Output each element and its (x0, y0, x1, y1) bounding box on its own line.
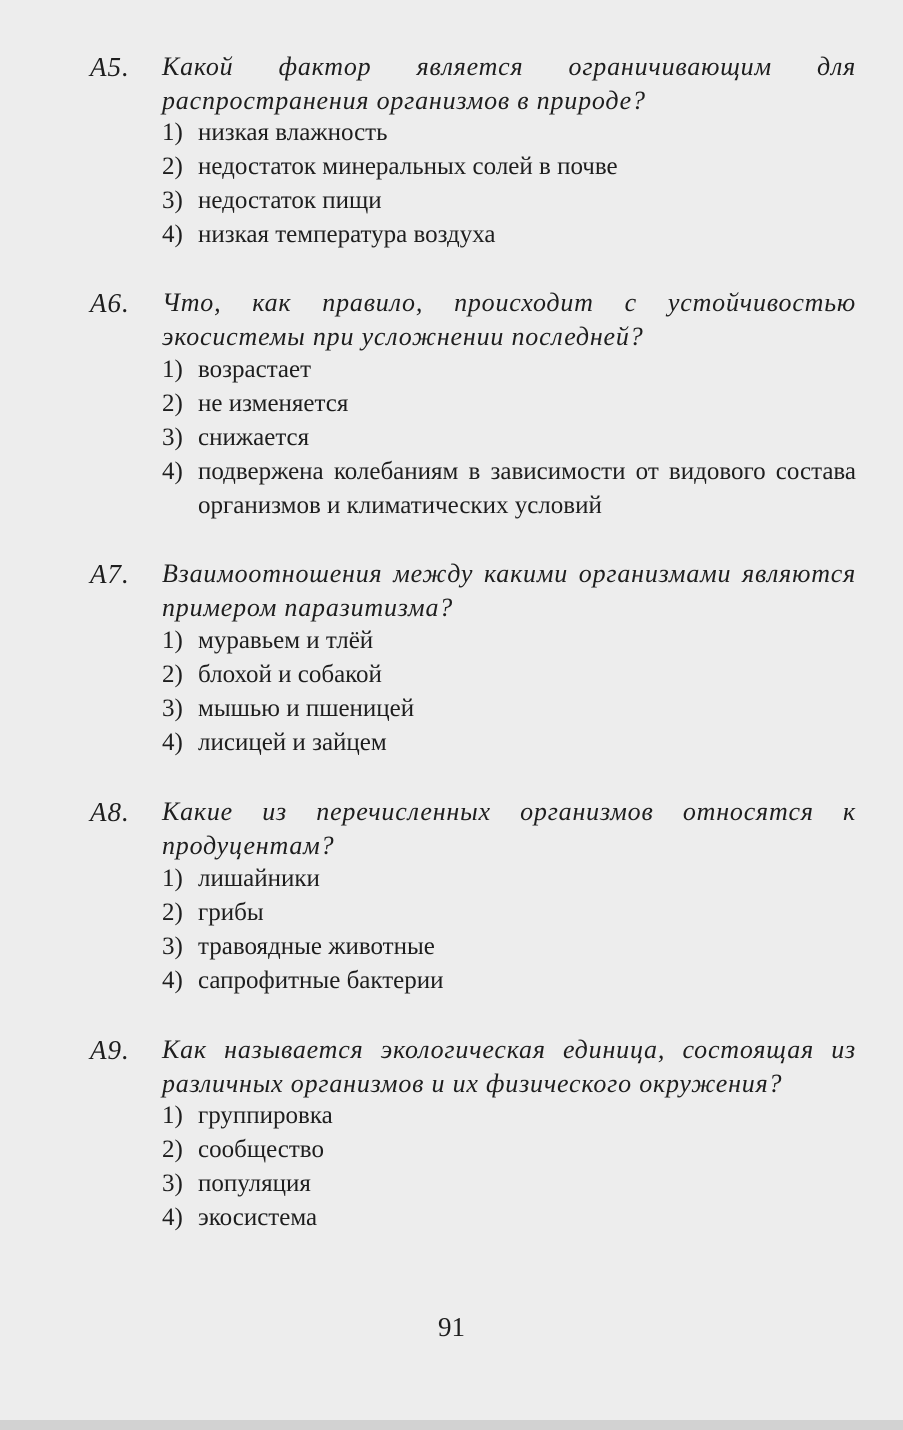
answer-option (162, 184, 856, 218)
answer-option (162, 1099, 856, 1133)
question-number: А9. (90, 1035, 130, 1065)
answer-options (162, 862, 856, 998)
option-text: группировка (198, 1102, 333, 1129)
answer-option (162, 116, 856, 150)
option-text: блохой и собакой (198, 661, 382, 688)
question-number: А6. (90, 288, 130, 318)
page-number: 91 (438, 1312, 465, 1342)
option-number: 1) (162, 865, 183, 892)
answer-option (162, 1201, 856, 1235)
option-number: 1) (162, 1102, 183, 1129)
option-text: экосистема (198, 1204, 318, 1231)
question-number: А8. (90, 797, 130, 827)
question-text: Как называется экологическая единица, состоящая из различных организмов и их физического окружения? (162, 1035, 856, 1098)
answer-options (162, 116, 856, 252)
answer-option (162, 896, 856, 930)
option-number: 2) (162, 1136, 183, 1163)
option-text: травоядные животные (198, 933, 435, 960)
answer-option (162, 930, 856, 964)
question-text: Что, как правило, происходит с устойчивостью экосистемы при усложнении последней? (162, 288, 856, 351)
answer-option (162, 455, 856, 523)
option-number: 1) (162, 119, 183, 146)
option-number: 2) (162, 661, 183, 688)
option-text: возрастает (198, 356, 312, 383)
answer-option (162, 1167, 856, 1201)
option-text: низкая температура воздуха (198, 221, 496, 248)
option-text: недостаток пищи (198, 187, 382, 214)
option-text: не изменяется (198, 390, 349, 417)
option-number: 1) (162, 627, 183, 654)
option-text: подвержена колебаниям в зависимости от видового состава организмов и климатических условий (198, 458, 856, 519)
option-number: 2) (162, 899, 183, 926)
option-number: 2) (162, 153, 183, 180)
answer-options (162, 624, 856, 760)
answer-options (162, 353, 856, 523)
answer-option (162, 1133, 856, 1167)
answer-option (162, 692, 856, 726)
option-text: мышью и пшеницей (198, 695, 415, 722)
question-text: Какой фактор является ограничивающим для распространения организмов в природе? (162, 52, 856, 115)
answer-option (162, 218, 856, 252)
answer-option (162, 421, 856, 455)
option-number: 4) (162, 967, 183, 994)
option-number: 3) (162, 695, 183, 722)
answer-option (162, 624, 856, 658)
option-number: 4) (162, 221, 183, 248)
answer-option (162, 150, 856, 184)
answer-option (162, 387, 856, 421)
option-text: лишайники (198, 865, 320, 892)
option-number: 4) (162, 729, 183, 756)
answer-option (162, 353, 856, 387)
option-text: недостаток минеральных солей в почве (198, 153, 618, 180)
option-number: 3) (162, 187, 183, 214)
question-number: А7. (90, 559, 130, 589)
option-number: 3) (162, 933, 183, 960)
option-text: снижается (198, 424, 310, 451)
option-text: муравьем и тлёй (198, 627, 374, 654)
option-number: 3) (162, 1170, 183, 1197)
question-text: Какие из перечисленных организмов относятся к продуцентам? (162, 797, 856, 860)
answer-option (162, 862, 856, 896)
answer-option (162, 658, 856, 692)
option-text: грибы (198, 899, 264, 926)
question-number: А5. (90, 52, 130, 82)
answer-option (162, 964, 856, 998)
option-text: сапрофитные бактерии (198, 967, 444, 994)
question-text: Взаимоотношения между какими организмами являются примером паразитизма? (162, 559, 856, 622)
answer-options (162, 1099, 856, 1235)
option-text: популяция (198, 1170, 311, 1197)
option-text: низкая влажность (198, 119, 388, 146)
answer-option (162, 726, 856, 760)
option-text: сообщество (198, 1136, 324, 1163)
option-number: 4) (162, 458, 183, 485)
option-number: 2) (162, 390, 183, 417)
option-number: 3) (162, 424, 183, 451)
option-text: лисицей и зайцем (198, 729, 387, 756)
option-number: 1) (162, 356, 183, 383)
option-number: 4) (162, 1204, 183, 1231)
